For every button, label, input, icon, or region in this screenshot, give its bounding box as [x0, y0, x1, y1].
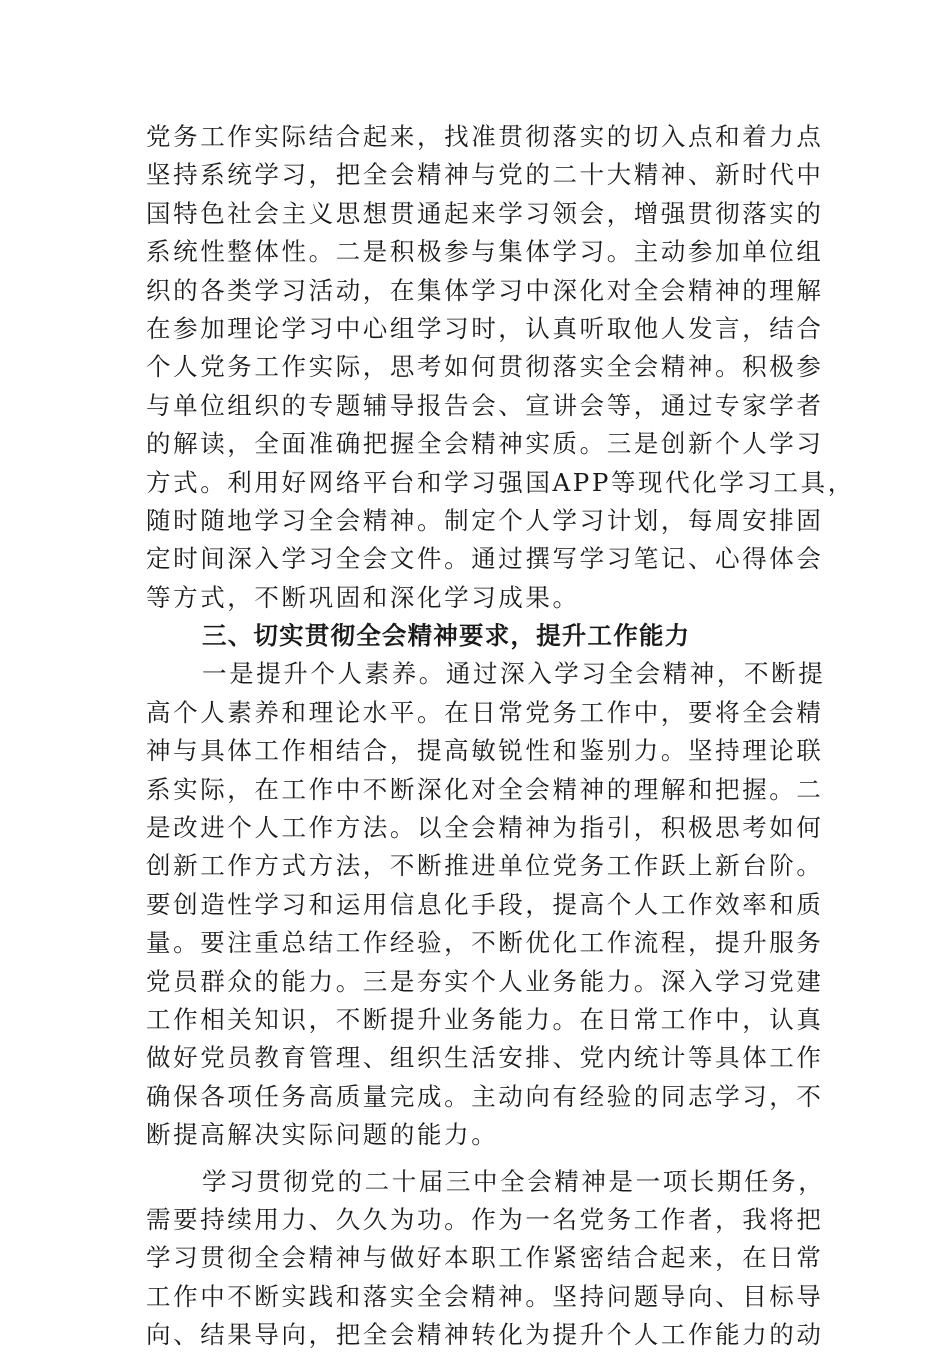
paragraph-line: 个人党务工作实际，思考如何贯彻落实全会精神。积极参 [146, 352, 824, 382]
paragraph-line: 向、结果导向，把全会精神转化为提升个人工作能力的动 [146, 1320, 824, 1350]
paragraph-line: 高个人素养和理论水平。在日常党务工作中，要将全会精 [146, 697, 824, 727]
paragraph-line: 是改进个人工作方法。以全会精神为指引，积极思考如何 [146, 813, 824, 843]
section-heading-3: 三、切实贯彻全会精神要求，提升工作能力 [202, 621, 691, 651]
paragraph-line: 方式。利用好网络平台和学习强国APP等现代化学习工具， [146, 467, 855, 497]
paragraph-line: 要创造性学习和运用信息化手段，提高个人工作效率和质 [146, 889, 824, 919]
paragraph-line: 等方式，不断巩固和深化学习成果。 [146, 582, 580, 612]
document-body [146, 118, 855, 1355]
paragraph-line: 坚持系统学习，把全会精神与党的二十大精神、新时代中 [146, 160, 824, 190]
paragraph-line: 确保各项任务高质量完成。主动向有经验的同志学习，不 [146, 1081, 824, 1111]
paragraph-2 [146, 655, 826, 1154]
paragraph-line: 在参加理论学习中心组学习时，认真听取他人发言，结合 [146, 313, 824, 343]
paragraph-line: 量。要注重总结工作经验，不断优化工作流程，提升服务 [146, 928, 824, 958]
paragraph-line: 随时随地学习全会精神。制定个人学习计划，每周安排固 [146, 505, 824, 535]
paragraph-line: 系统性整体性。二是积极参与集体学习。主动参加单位组 [146, 237, 824, 267]
paragraph-line: 定时间深入学习全会文件。通过撰写学习笔记、心得体会 [146, 544, 824, 574]
paragraph-line: 系实际，在工作中不断深化对全会精神的理解和把握。二 [146, 774, 824, 804]
paragraph-line: 工作中不断实践和落实全会精神。坚持问题导向、目标导 [146, 1281, 824, 1311]
paragraph-line: 党员群众的能力。三是夯实个人业务能力。深入学习党建 [146, 966, 824, 996]
paragraph-line: 创新工作方式方法，不断推进单位党务工作跃上新台阶。 [146, 851, 824, 881]
paragraph-3 [146, 1163, 826, 1355]
paragraph-line: 需要持续用力、久久为功。作为一名党务工作者，我将把 [146, 1204, 824, 1234]
paragraph-line: 学习贯彻党的二十届三中全会精神是一项长期任务， [202, 1166, 826, 1196]
paragraph-line: 神与具体工作相结合，提高敏锐性和鉴别力。坚持理论联 [146, 736, 824, 766]
paragraph-line: 断提高解决实际问题的能力。 [146, 1120, 499, 1150]
paragraph-line: 国特色社会主义思想贯通起来学习领会，增强贯彻落实的 [146, 198, 824, 228]
paragraph-line: 党务工作实际结合起来，找准贯彻落实的切入点和着力点 [146, 122, 824, 151]
paragraph-line: 工作相关知识，不断提升业务能力。在日常工作中，认真 [146, 1004, 824, 1034]
paragraph-1 [146, 118, 855, 617]
paragraph-line: 做好党员教育管理、组织生活安排、党内统计等具体工作 [146, 1043, 824, 1073]
paragraph-line: 学习贯彻全会精神与做好本职工作紧密结合起来，在日常 [146, 1243, 824, 1273]
paragraph-line: 一是提升个人素养。通过深入学习全会精神，不断提 [202, 659, 826, 689]
paragraph-line: 织的各类学习活动，在集体学习中深化对全会精神的理解 [146, 275, 824, 305]
paragraph-line: 与单位组织的专题辅导报告会、宣讲会等，通过专家学者 [146, 390, 824, 420]
paragraph-line: 的解读，全面准确把握全会精神实质。三是创新个人学习 [146, 429, 824, 459]
